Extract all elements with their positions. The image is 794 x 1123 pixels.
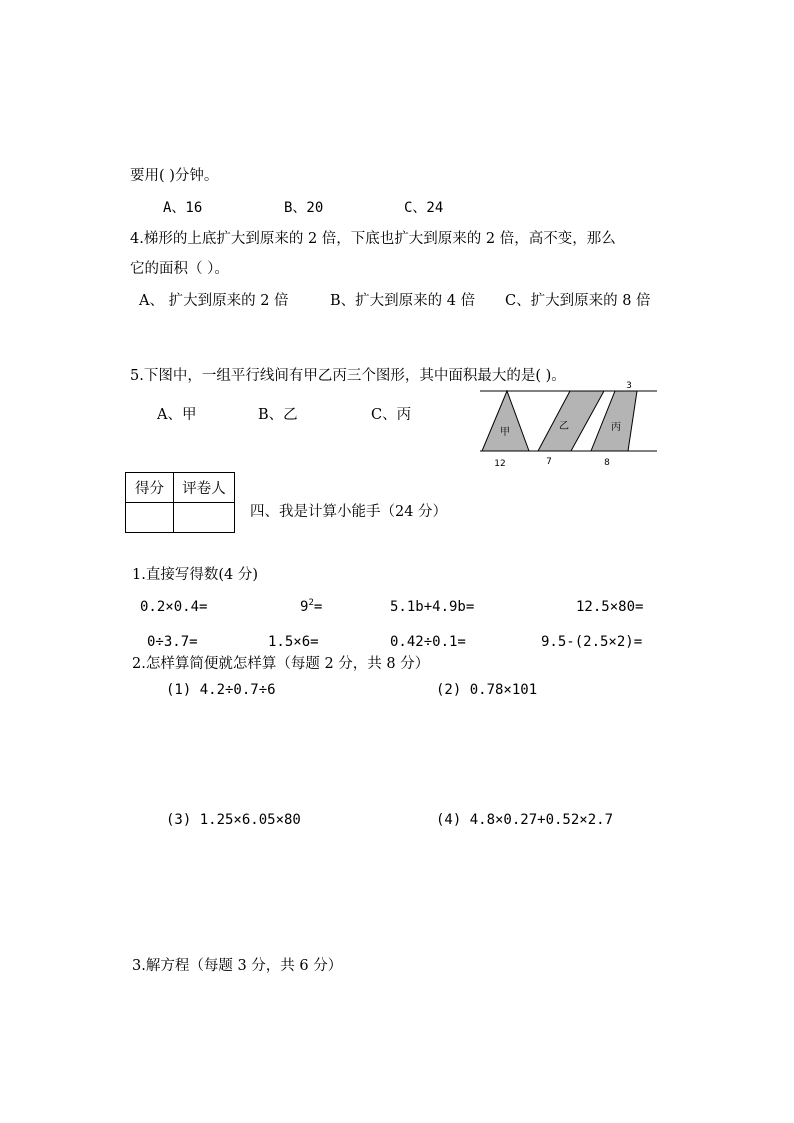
dimension-label: 3: [626, 381, 632, 391]
question-5: 5.下图中，一组平行线间有甲乙丙三个图形，其中面积最大的是( )。: [130, 368, 566, 384]
score-cell[interactable]: [126, 503, 174, 533]
option-a: A、 扩大到原来的 2 倍: [139, 293, 289, 309]
section-4-title: 四、我是计算小能手（24 分）: [250, 504, 448, 520]
option-b: B、扩大到原来的 4 倍: [330, 293, 476, 309]
part-1-title: 1.直接写得数(4 分): [132, 567, 258, 583]
question-4-line1: 4.梯形的上底扩大到原来的 2 倍，下底也扩大到原来的 2 倍，高不变，那么: [130, 231, 616, 247]
expression: 0.2×0.4=: [140, 599, 208, 615]
dimension-label: 12: [494, 459, 506, 469]
expression: 5.1b+4.9b=: [390, 599, 475, 615]
problem-item: (1) 4.2÷0.7÷6: [166, 682, 276, 698]
expression: 0÷3.7=: [147, 634, 198, 650]
part-3-title: 3.解方程（每题 3 分，共 6 分）: [132, 958, 343, 974]
parallel-lines-figure: [470, 378, 670, 473]
question-4-line2: 它的面积（ ）。: [130, 261, 229, 277]
option-c: C、扩大到原来的 8 倍: [505, 293, 651, 309]
grader-cell[interactable]: [174, 503, 235, 533]
shape-label: 丙: [611, 422, 621, 433]
shape-jia-triangle: [482, 391, 529, 451]
dimension-label: 8: [604, 458, 610, 468]
option-b: B、乙: [258, 407, 298, 423]
option-a: A、16: [163, 200, 203, 216]
part-2-title: 2.怎样算简便就怎样算（每题 2 分，共 8 分）: [132, 656, 430, 672]
shape-label: 乙: [559, 421, 569, 432]
option-c: C、丙: [371, 407, 412, 423]
option-c: C、24: [404, 200, 444, 216]
question-3-continuation: 要用( )分钟。: [130, 168, 219, 184]
problem-item: (4) 4.8×0.27+0.52×2.7: [436, 812, 614, 828]
option-b: B、20: [284, 200, 324, 216]
dimension-label: 7: [546, 457, 552, 467]
expression: 12.5×80=: [576, 599, 644, 615]
option-a: A、甲: [157, 407, 197, 423]
score-table: [125, 472, 235, 533]
expression-power: $9^2=$: [300, 598, 323, 615]
expression: 0.42÷0.1=: [390, 634, 466, 650]
grader-header: 评卷人: [174, 473, 235, 503]
problem-item: (2) 0.78×101: [436, 682, 538, 698]
expression: 1.5×6=: [268, 634, 319, 650]
shape-label: 甲: [500, 427, 510, 438]
score-header: 得分: [126, 473, 174, 503]
expression: 9.5-(2.5×2)=: [541, 634, 643, 650]
problem-item: (3) 1.25×6.05×80: [166, 812, 301, 828]
